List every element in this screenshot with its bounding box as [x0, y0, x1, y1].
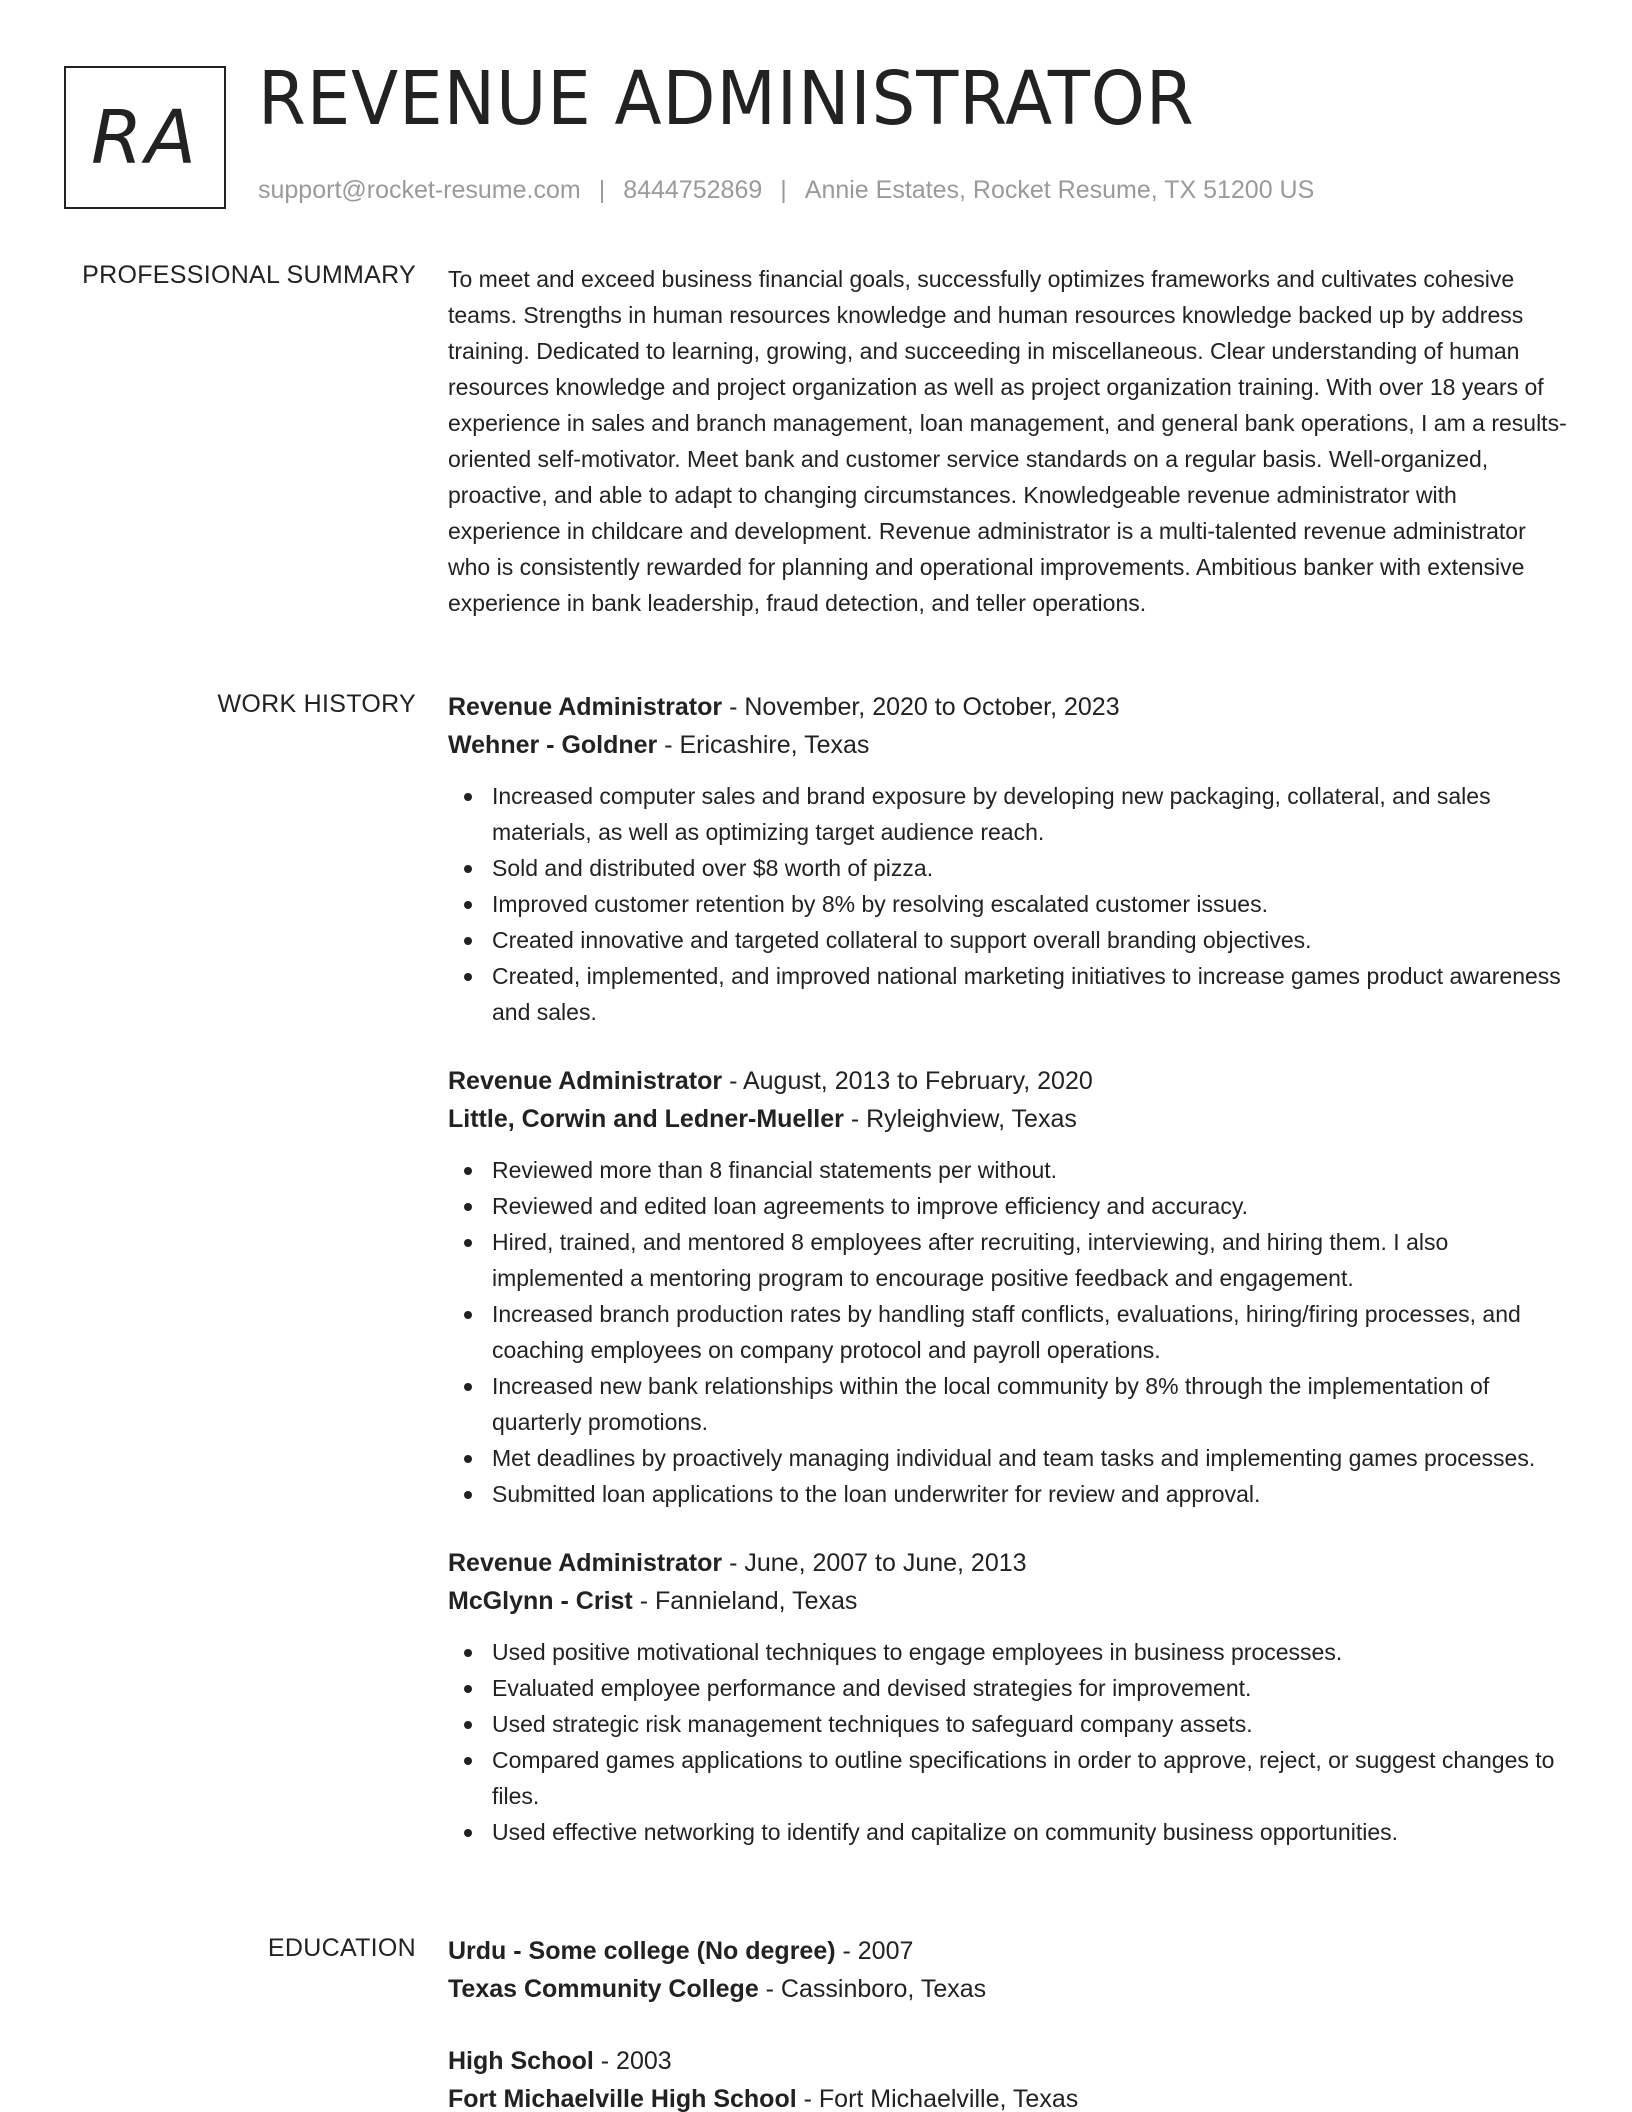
job-entry: [448, 688, 1574, 1030]
job-heading: [448, 688, 1574, 726]
education-degree: High School: [448, 2047, 594, 2075]
education-school: Fort Michaelville High School: [448, 2085, 797, 2112]
job-company: Little, Corwin and Ledner-Mueller: [448, 1105, 844, 1133]
job-bullet: Used effective networking to identify and capitalize on community business opportunities.: [448, 1814, 1574, 1850]
job-location: - Ericashire, Texas: [657, 731, 870, 759]
job-dates: - November, 2020 to October, 2023: [722, 693, 1120, 721]
contact-line: [258, 176, 1314, 205]
job-bullet: Reviewed and edited loan agreements to improve efficiency and accuracy.: [448, 1188, 1574, 1224]
job-title: Revenue Administrator: [448, 1549, 723, 1577]
education-school-line: [448, 2080, 1574, 2112]
job-bullet: Sold and distributed over $8 worth of pizza.: [448, 850, 1574, 886]
job-bullets: [448, 1152, 1574, 1512]
job-company-line: [448, 1582, 1574, 1620]
education-year: - 2003: [593, 2047, 672, 2075]
job-dates: - June, 2007 to June, 2013: [722, 1549, 1027, 1577]
job-bullets: [448, 778, 1574, 1030]
job-location: - Fannieland, Texas: [632, 1587, 858, 1615]
education-heading: [448, 1932, 1574, 1970]
page-title: REVENUE ADMINISTRATOR: [258, 56, 1195, 142]
education-school: Texas Community College: [448, 1975, 759, 2003]
section-label: EDUCATION: [267, 1934, 416, 1962]
contact-separator: |: [780, 176, 787, 204]
job-company: Wehner - Goldner: [448, 731, 658, 759]
education-entry: [448, 2042, 1574, 2112]
job-entry: [448, 1062, 1574, 1512]
job-bullet: Evaluated employee performance and devised strategies for improvement.: [448, 1670, 1574, 1706]
education-year: - 2007: [835, 1937, 914, 1965]
job-title: Revenue Administrator: [448, 1067, 723, 1095]
job-heading: [448, 1062, 1574, 1100]
job-heading: [448, 1544, 1574, 1582]
job-bullet: Improved customer retention by 8% by resolving escalated customer issues.: [448, 886, 1574, 922]
education-degree: Urdu - Some college (No degree): [448, 1937, 836, 1965]
job-entry: [448, 1544, 1574, 1850]
job-bullet: Used positive motivational techniques to engage employees in business processes.: [448, 1634, 1574, 1670]
contact-separator: |: [598, 176, 606, 204]
education-entry: [448, 1932, 1574, 2008]
monogram-logo: RA: [64, 66, 226, 209]
summary-text: To meet and exceed business financial goals, successfully optimizes frameworks and cultivates cohesive teams. Strengths in human resources knowledge and human resources knowledge backed up by address training. Dedicated to learning, growing, and succeeding in miscellaneous. Clear understanding of human resources knowledge and project organization as well as project organization training. With over 18 years of experience in sales and branch management, loan management, and general bank operations, I am a results-oriented self-motivator. Meet bank and customer service standards on a regular basis. Well-organized, proactive, and able to adapt to changing circumstances. Knowledgeable revenue administrator with experience in childcare and development. Revenue administrator is a multi-talented revenue administrator who is consistently rewarded for planning and operational improvements. Ambitious banker with extensive experience in bank leadership, fraud detection, and teller operations.: [448, 266, 1567, 616]
contact-address: Annie Estates, Rocket Resume, TX 51200 US: [804, 176, 1315, 204]
job-bullet: Used strategic risk management techniques to safeguard company assets.: [448, 1706, 1574, 1742]
job-company: McGlynn - Crist: [448, 1587, 633, 1615]
contact-email: support@rocket-resume.com: [258, 176, 581, 204]
section-label: PROFESSIONAL SUMMARY: [82, 261, 416, 289]
job-bullet: Met deadlines by proactively managing individual and team tasks and implementing games processes.: [448, 1440, 1574, 1476]
job-bullet: Increased branch production rates by handling staff conflicts, evaluations, hiring/firing processes, and coaching employees on company protocol and payroll operations.: [448, 1296, 1574, 1368]
job-bullet: Reviewed more than 8 financial statements per without.: [448, 1152, 1574, 1188]
job-bullet: Increased new bank relationships within the local community by 8% through the implementation of quarterly promotions.: [448, 1368, 1574, 1440]
job-bullet: Submitted loan applications to the loan underwriter for review and approval.: [448, 1476, 1574, 1512]
job-bullet: Hired, trained, and mentored 8 employees after recruiting, interviewing, and hiring them. I also implemented a mentoring program to encourage positive feedback and engagement.: [448, 1224, 1574, 1296]
job-bullets: [448, 1634, 1574, 1850]
education-heading: [448, 2042, 1574, 2080]
job-dates: - August, 2013 to February, 2020: [722, 1067, 1093, 1095]
job-company-line: [448, 1100, 1574, 1138]
job-bullet: Created, implemented, and improved national marketing initiatives to increase games product awareness and sales.: [448, 958, 1574, 1030]
education-location: - Fort Michaelville, Texas: [796, 2085, 1079, 2112]
job-bullet: Compared games applications to outline specifications in order to approve, reject, or suggest changes to files.: [448, 1742, 1574, 1814]
contact-phone: 8444752869: [623, 176, 763, 204]
job-bullet: Created innovative and targeted collateral to support overall branding objectives.: [448, 922, 1574, 958]
job-bullet: Increased computer sales and brand exposure by developing new packaging, collateral, and sales materials, as well as optimizing target audience reach.: [448, 778, 1574, 850]
education-school-line: [448, 1970, 1574, 2008]
job-company-line: [448, 726, 1574, 764]
section-label: WORK HISTORY: [217, 690, 416, 718]
job-location: - Ryleighview, Texas: [843, 1105, 1077, 1133]
education-location: - Cassinboro, Texas: [758, 1975, 987, 2003]
job-title: Revenue Administrator: [448, 693, 723, 721]
